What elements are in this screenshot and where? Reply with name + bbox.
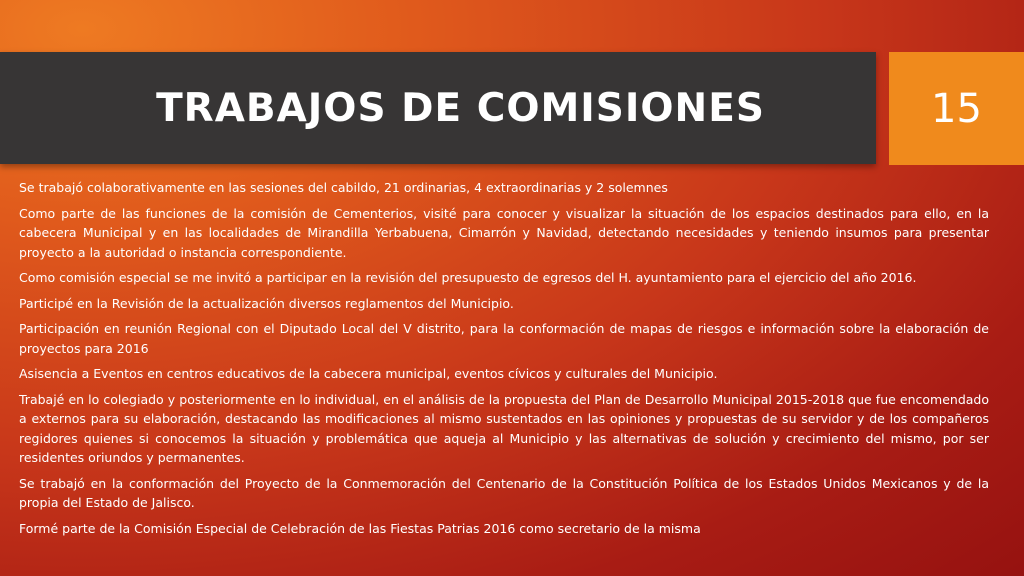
paragraph-cabildo-sessions: Se trabajó colaborativamente en las sesiones del cabildo, 21 ordinarias, 4 extraordinarias y 2 solemnes xyxy=(19,180,668,195)
slide-title: TRABAJOS DE COMISIONES xyxy=(156,85,765,131)
paragraph-centenario-constitucion: Se trabajó en la conformación del Proyecto de la Conmemoración del Centenario de la Constitución Política de los Estados Unidos Mexicanos y de la propia del Estado de Jalisco. xyxy=(19,475,989,510)
paragraph-cementerios: Como parte de las funciones de la comisión de Cementerios, visité para conocer y visualizar la situación de los espacios destinados para ello, en la cabecera Municipal y en las localidades de Mirandilla Yerbabuena, Cimarrón y Navidad, detectando necesidades y teniendo insumos para presentar proyecto a la autoridad o instancia correspondiente. xyxy=(19,205,989,260)
paragraph-plan-desarrollo: Trabajé en lo colegiado y posteriormente en lo individual, en el análisis de la propuesta del Plan de Desarrollo Municipal 2015-2018 que fue encomendado a externos para su elaboración, destacando las modificaciones al mismo sustentados en las opiniones y propuestas de su servidor y de los compañeros regidores quienes si conocemos la situación y problemática que aqueja al Municipio y las alternativas de solución y crecimiento del mismo, por ser residentes oriundos y permanentes. xyxy=(19,391,989,465)
paragraph-presupuesto: Como comisión especial se me invitó a participar en la revisión del presupuesto de egresos del H. ayuntamiento para el ejercicio del año 2016. xyxy=(19,270,917,285)
paragraph-reunion-regional: Participación en reunión Regional con el Diputado Local del V distrito, para la conformación de mapas de riesgos e información sobre la elaboración de proyectos para 2016 xyxy=(19,321,989,356)
paragraph-fiestas-patrias: Formé parte de la Comisión Especial de Celebración de las Fiestas Patrias 2016 como secretario de la misma xyxy=(19,520,701,536)
slide-number-box xyxy=(889,52,1024,165)
slide-number: 15 xyxy=(931,85,982,132)
paragraph-eventos: Asisencia a Eventos en centros educativos de la cabecera municipal, eventos cívicos y culturales del Municipio. xyxy=(19,366,718,381)
paragraph-reglamentos: Participé en la Revisión de la actualización diversos reglamentos del Municipio. xyxy=(19,295,514,311)
slide-body xyxy=(19,178,989,544)
title-bar xyxy=(0,52,876,164)
